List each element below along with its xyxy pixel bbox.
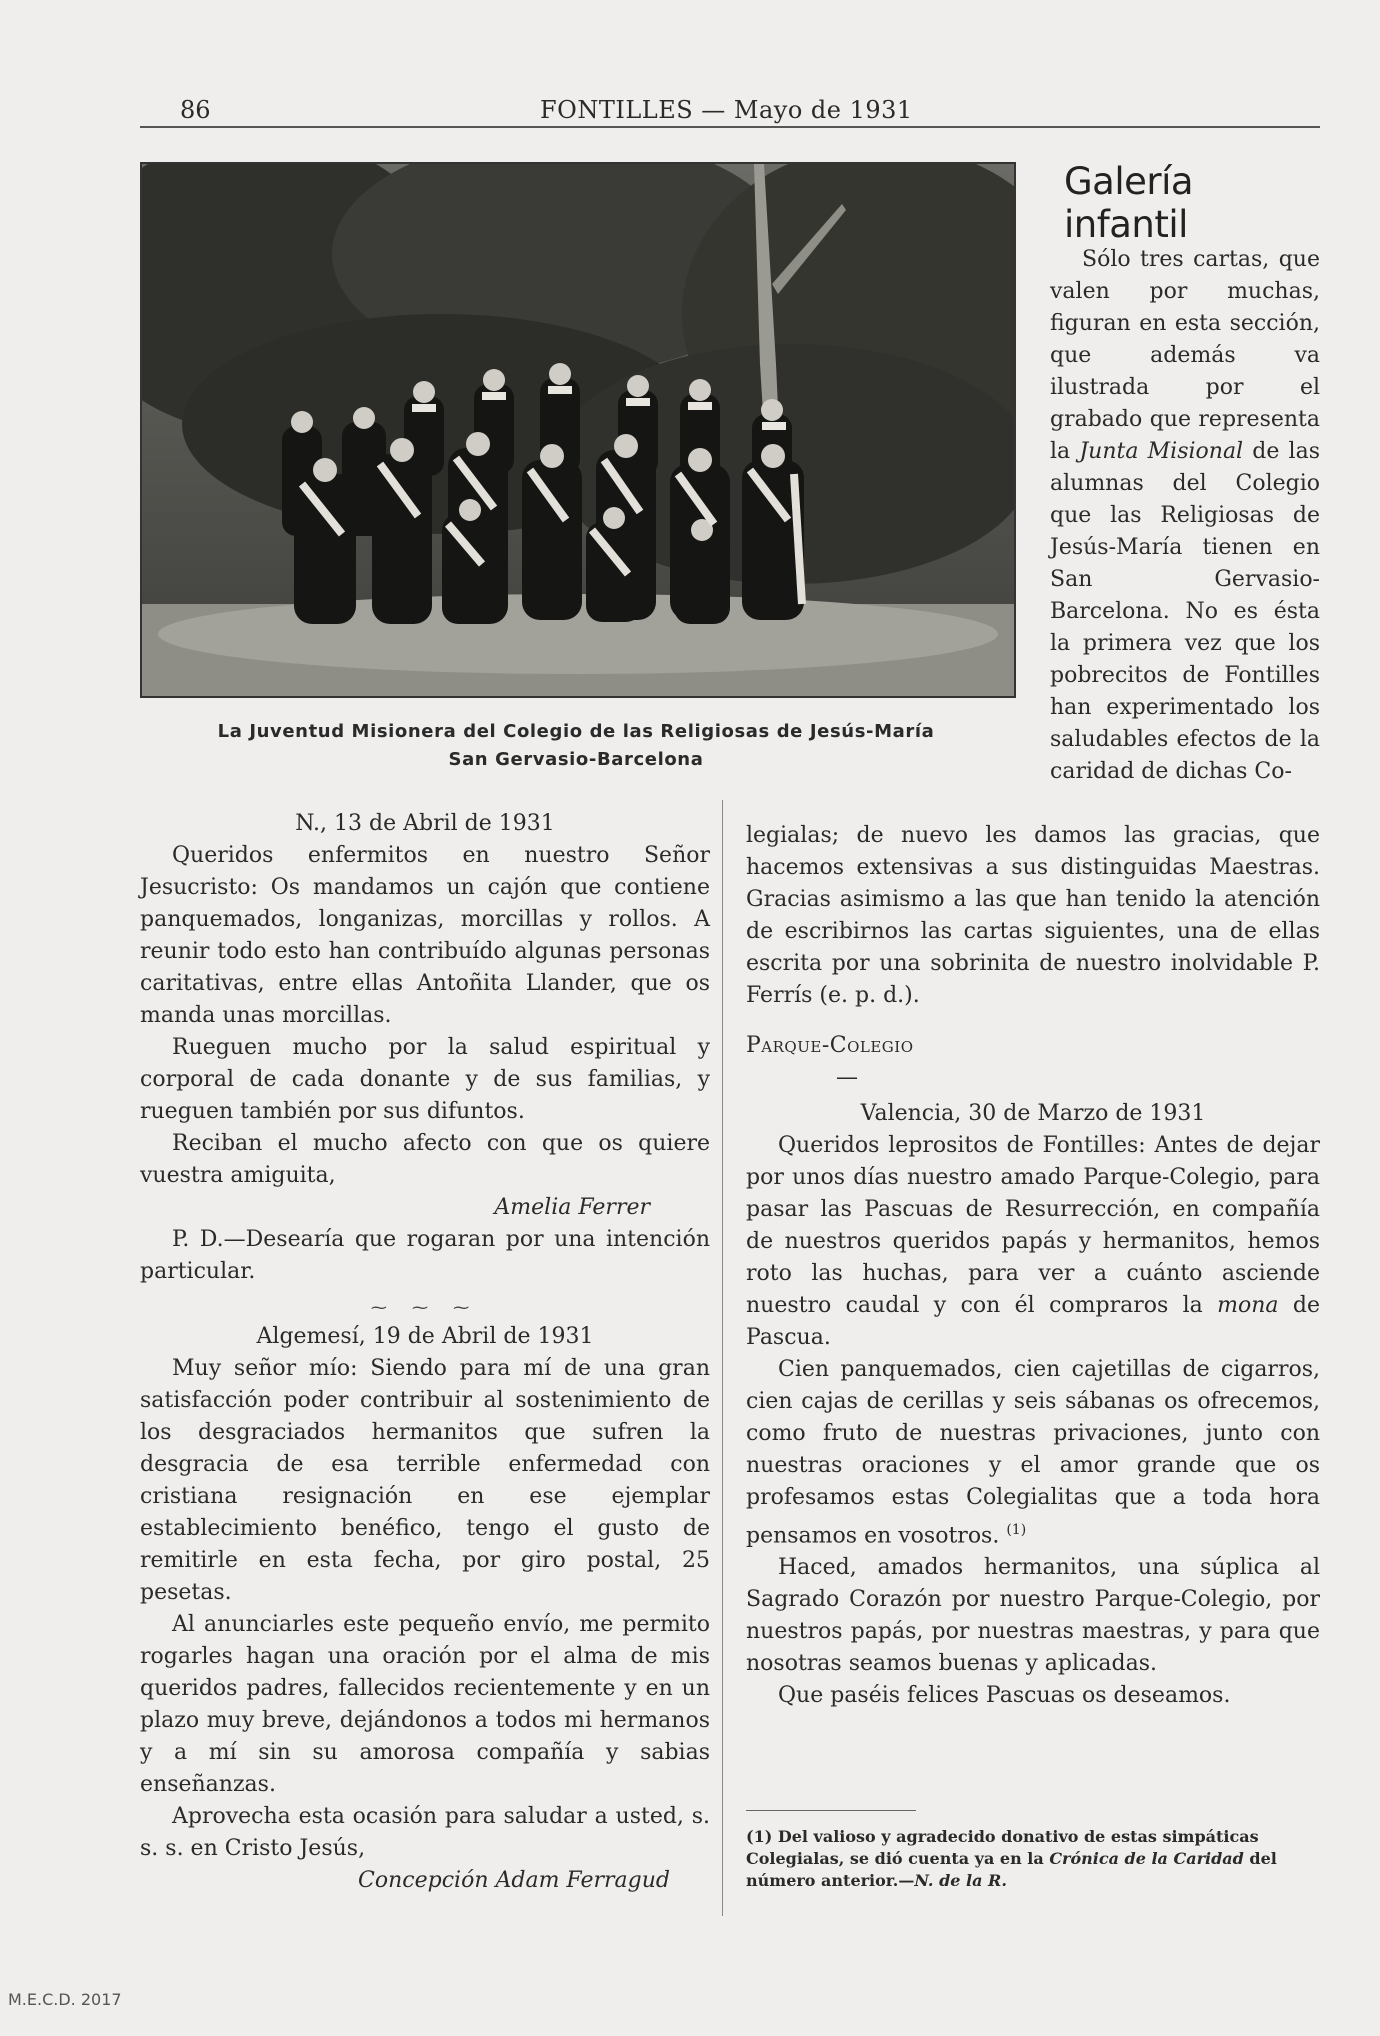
section-title: Galería infantil [1064, 160, 1194, 246]
letter3-paragraph-1 [746, 1130, 1320, 1354]
footnote-text-2: del número anterior.— [746, 1849, 1277, 1890]
letter2-paragraph-3: Aprovecha esta ocasión para saludar a usted, s. s. s. en Cristo Jesús, [140, 1804, 710, 1861]
letter2-signature: Concepción Adam Ferragud [358, 1868, 670, 1893]
letter1-paragraph-1: Queridos enfermitos en nuestro Señor Jesucristo: Os mandamos un cajón que contiene panquemados, longanizas, morcillas y rollos. A reunir todo esto han contribuído algunas personas caritativas, entre ellas Antoñita Llander, que os manda unas morcillas. [140, 843, 710, 1028]
group-photo [140, 162, 1016, 698]
letter3-p2-text: Cien panquemados, cien cajetillas de cigarros, cien cajas de cerillas y seis sábanas os ofrecemos, como fruto de nuestras privaciones, junto con nuestras oraciones y el amor grande que os profesamos estas Colegialitas que a toda hora pensamos en vosotros. [746, 1357, 1320, 1549]
footnote-marker: (1) [1006, 1522, 1027, 1538]
section-ornament: ⁓ ⁓ ⁓ [370, 1298, 480, 1317]
intro-text-1: Sólo tres cartas, que valen por muchas, figuran en esta sección, que además va ilustrada por el grabado que representa la [1050, 247, 1320, 464]
letter2-dateline: Algemesí, 19 de Abril de 1931 [256, 1324, 594, 1349]
letter1-signature: Amelia Ferrer [494, 1195, 650, 1220]
column-divider [722, 800, 723, 1916]
letter1-postscript: P. D.—Desearía que rogaran por una intención particular. [140, 1227, 710, 1284]
footnote-rule [746, 1810, 916, 1811]
footnote [746, 1826, 1320, 1892]
intro-italic: Junta Misional [1079, 439, 1244, 464]
right-column [746, 820, 1320, 1712]
letter1-paragraph-3: Reciban el mucho afecto con que os quiere vuestra amiguita, [140, 1131, 710, 1188]
page-number: 86 [180, 96, 211, 124]
letter2-paragraph-1: Muy señor mío: Siendo para mí de una gran satisfacción poder contribuir al sostenimiento de los desgraciados hermanitos que sufren la desgracia de esa terrible enfermedad con cristiana resignación en ese ejemplar establecimiento benéfico, tengo el gusto de remitirle en esta fecha, por giro postal, 25 pesetas. [140, 1356, 710, 1605]
intro-narrow-column [1050, 244, 1320, 788]
caption-line-1: La Juventud Misionera del Colegio de las Religiosas de Jesús-María [217, 721, 935, 742]
letter1-paragraph-2: Rueguen mucho por la salud espiritual y corporal de cada donante y de sus familias, y rueguen también por sus difuntos. [140, 1035, 710, 1124]
letter3-italic: mona [1217, 1293, 1279, 1318]
letter3-heading: Parque-Colegio [746, 1033, 914, 1058]
footnote-italic-2: N. de la R. [914, 1871, 1007, 1890]
left-column [140, 808, 710, 1897]
intro-text-2: de las alumnas del Colegio que las Religiosas de Jesús-María tienen en San Gervasio-Barcelona. No es ésta la primera vez que los pobrecitos de Fontilles han experimentado los saludables efectos de la caridad de dichas Co- [1050, 439, 1321, 784]
running-title: FONTILLES — Mayo de 1931 [540, 96, 913, 124]
footnote-italic-1: Crónica de la Caridad [1049, 1849, 1244, 1868]
intro-paragraph [1050, 244, 1320, 788]
letter3-dash: — [836, 1065, 858, 1090]
intro-continuation: legialas; de nuevo les damos las gracias, que hacemos extensivas a sus distinguidas Maestras. Gracias asimismo a las que han tenido la atención de escribirnos las cartas siguientes, una de ellas escrita por una sobrinita de nuestro inolvidable P. Ferrís (e. p. d.). [746, 823, 1320, 1008]
letter3-text-1: Queridos leprositos de Fontilles: Antes de dejar por unos días nuestro amado Parque-Colegio, para pasar las Pascuas de Resurrección, en compañía de nuestros queridos papás y hermanitos, hemos roto las huchas, para ver a cuánto asciende nuestro caudal y con él compraros la [746, 1133, 1320, 1318]
letter3-paragraph-3: Haced, amados hermanitos, una súplica al Sagrado Corazón por nuestro Parque-Colegio, por nuestros papás, por nuestras maestras, y para que nosotras seamos buenas y aplicadas. [746, 1555, 1320, 1677]
group-photo-image [142, 164, 1014, 696]
letter2-paragraph-2: Al anunciarles este pequeño envío, me permito rogarles hagan una oración por el alma de mis queridos padres, fallecidos recientemente y en un plazo muy breve, dejándonos a todos mi hermanos y a mí sin su amorosa compañía y sabias enseñanzas. [140, 1612, 710, 1797]
footnote-text-1: (1) Del valioso y agradecido donativo de estas simpáticas Colegialas, se dió cuenta ya en la [746, 1827, 1259, 1868]
letter3-text-2: de Pascua. [746, 1293, 1320, 1350]
letter3-paragraph-2 [746, 1354, 1320, 1552]
photo-caption [140, 718, 1012, 774]
archive-watermark: M.E.C.D. 2017 [8, 1990, 122, 2009]
running-header [140, 90, 1320, 128]
caption-line-2: San Gervasio-Barcelona [448, 749, 704, 770]
letter3-dateline: Valencia, 30 de Marzo de 1931 [860, 1101, 1206, 1126]
letter1-dateline: N., 13 de Abril de 1931 [295, 811, 555, 836]
letter3-paragraph-4: Que paséis felices Pascuas os deseamos. [778, 1683, 1231, 1709]
